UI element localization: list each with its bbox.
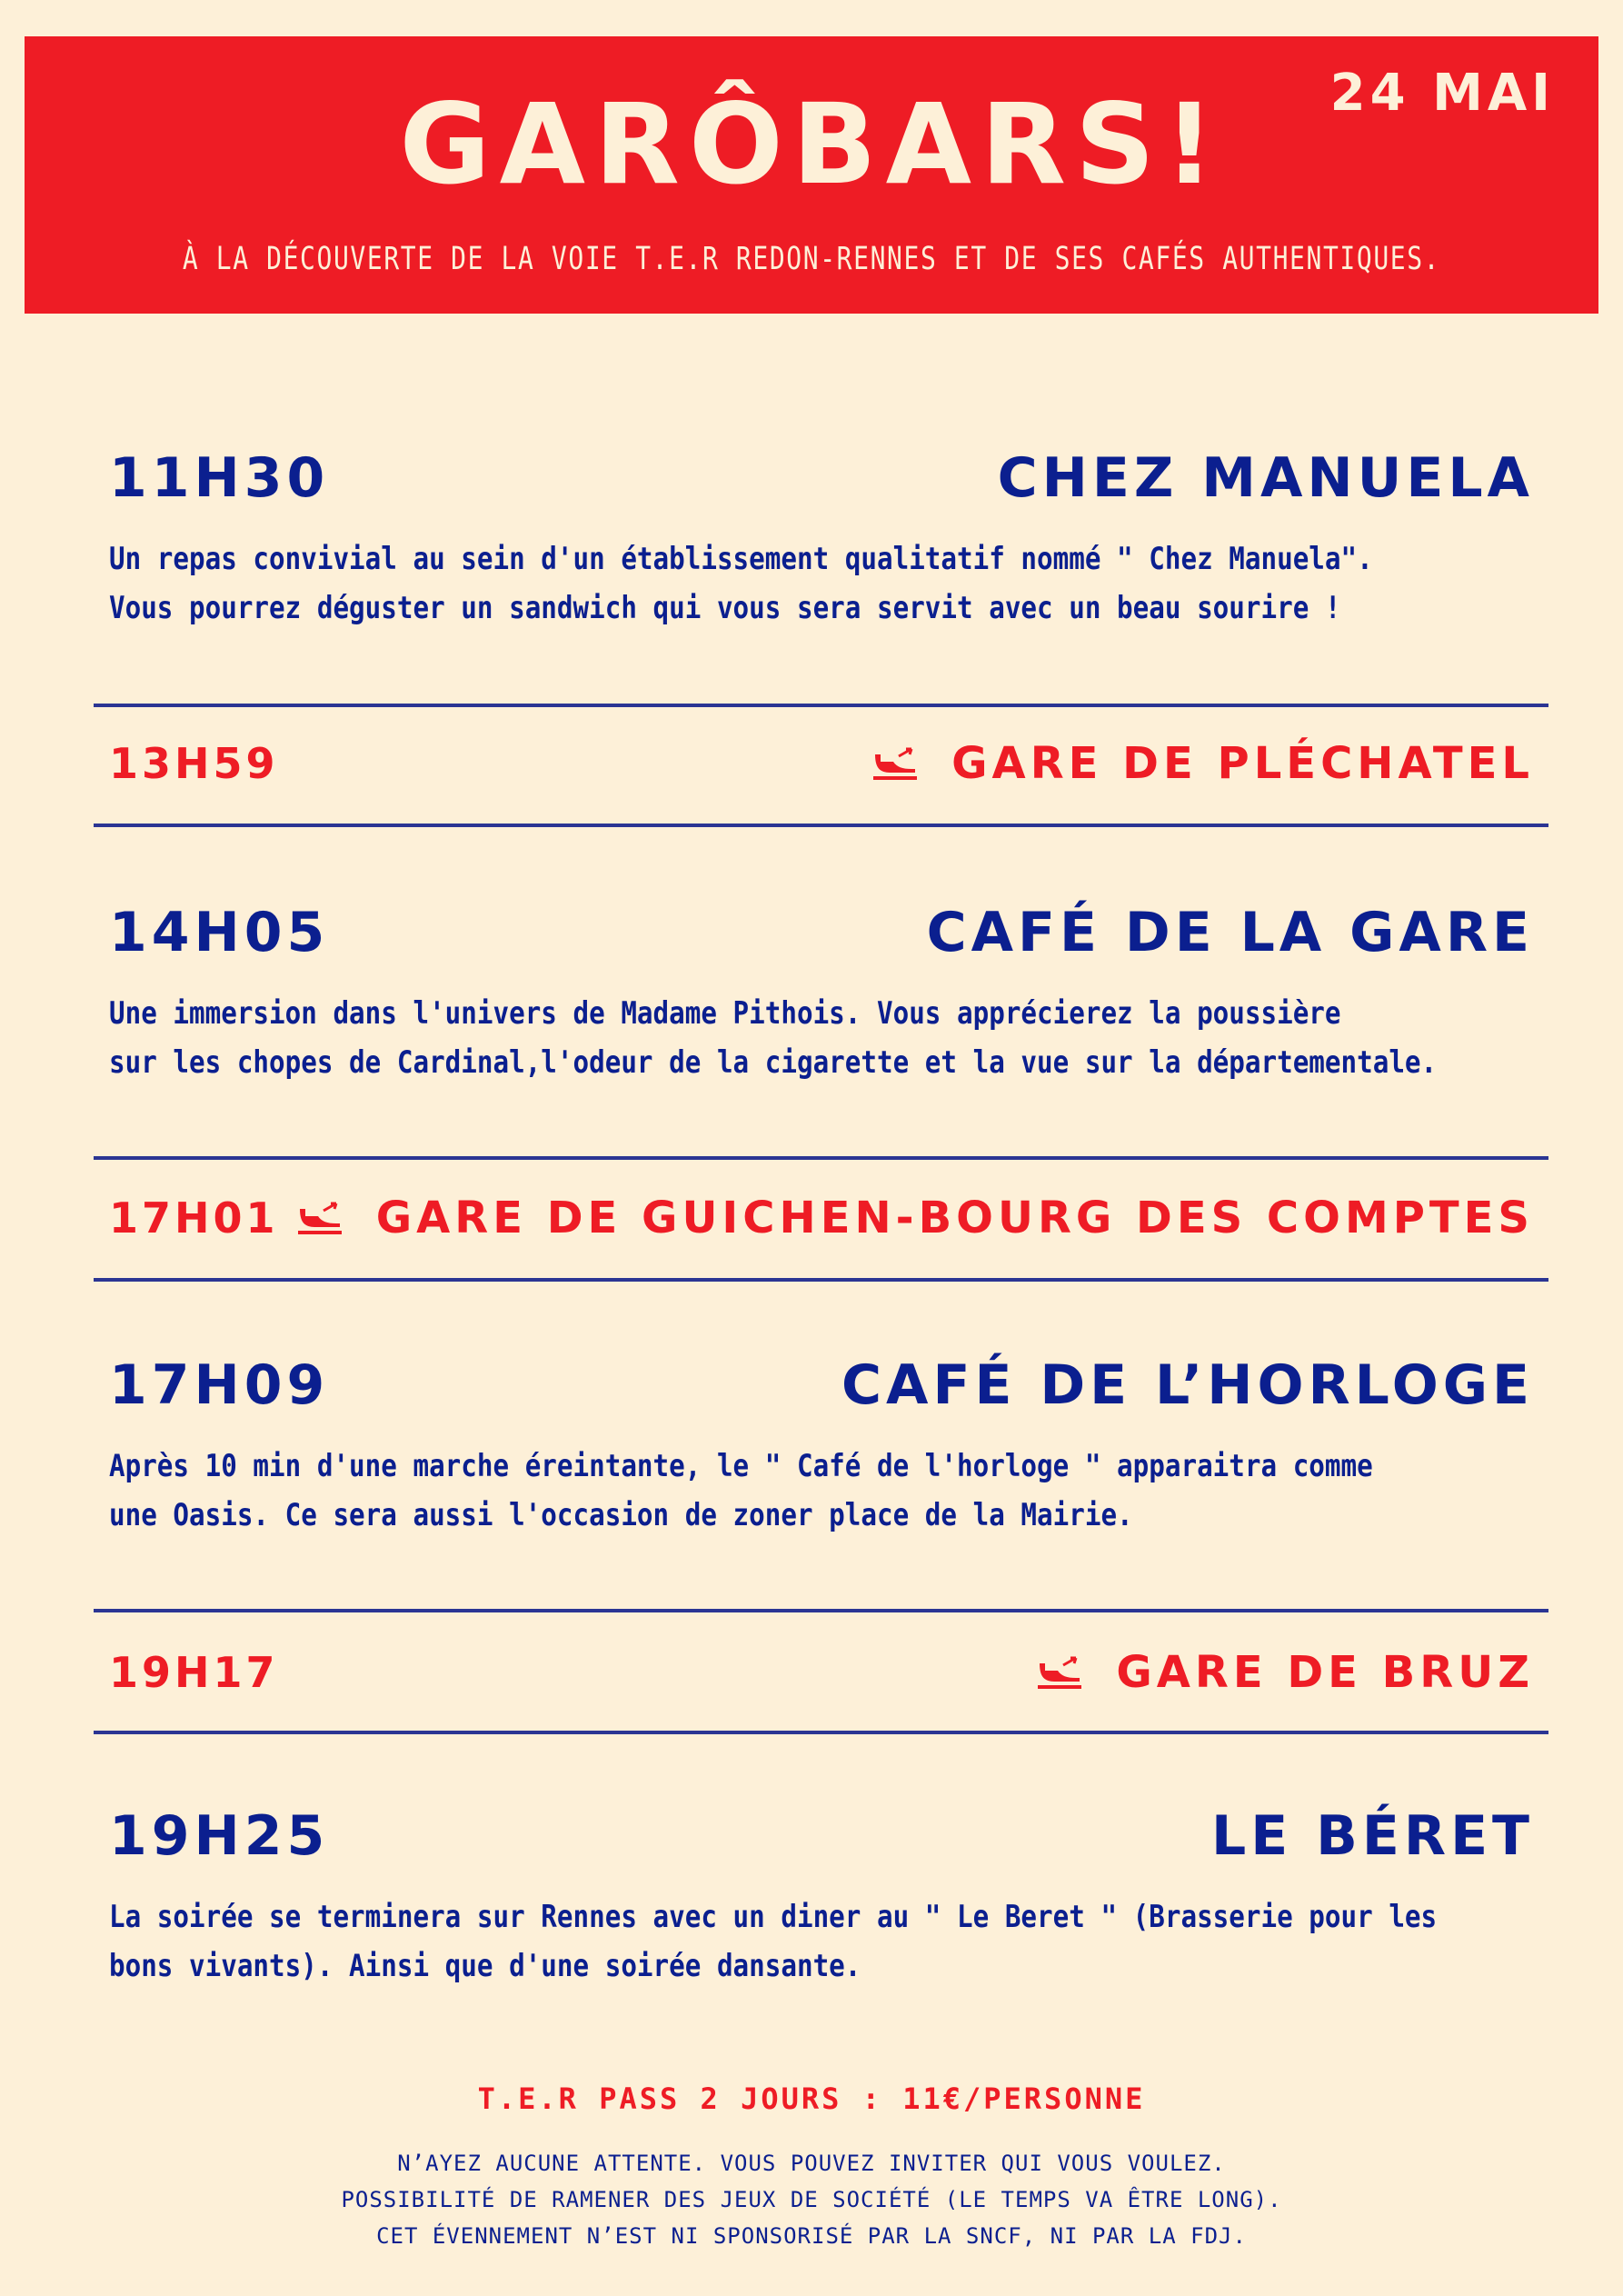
- stop-time: 11H30: [109, 446, 330, 510]
- train-time: 13H59: [109, 739, 279, 788]
- stop-header: [109, 1804, 1534, 1868]
- train-station: GARE DE PLÉCHATEL: [951, 738, 1534, 789]
- stop-time: 14H05: [109, 901, 330, 964]
- stop-name: CAFÉ DE L’HORLOGE: [841, 1353, 1534, 1417]
- divider: [94, 704, 1548, 707]
- stop-description: [109, 534, 1545, 633]
- divider: [94, 824, 1548, 827]
- divider: [94, 1156, 1548, 1160]
- stop-header: [109, 446, 1534, 510]
- stop-header: [109, 1353, 1534, 1417]
- train-icon: [1036, 1652, 1085, 1692]
- description-line: Vous pourrez déguster un sandwich qui vous sera servit avec un beau sourire !: [109, 590, 1341, 626]
- stop-name: CAFÉ DE LA GARE: [926, 901, 1534, 964]
- train-time: 17H01: [109, 1193, 279, 1243]
- stop-description: [109, 989, 1545, 1087]
- description-line: La soirée se terminera sur Rennes avec un diner au " Le Beret " (Brasserie pour les: [109, 1899, 1438, 1935]
- train-icon: [296, 1198, 345, 1238]
- stop-name: LE BÉRET: [1211, 1804, 1534, 1868]
- stop-header: [109, 901, 1534, 964]
- description-line: Une immersion dans l'univers de Madame Pithois. Vous apprécierez la poussière: [109, 995, 1341, 1032]
- train-station: GARE DE BRUZ: [1116, 1647, 1534, 1698]
- train-time: 19H17: [109, 1648, 279, 1697]
- description-line: Un repas convivial au sein d'un établissement qualitatif nommé " Chez Manuela".: [109, 541, 1373, 577]
- event-date: 24 MAI: [1329, 64, 1555, 123]
- stop-time: 19H25: [109, 1804, 330, 1868]
- description-line: bons vivants). Ainsi que d'une soirée dansante.: [109, 1948, 861, 1984]
- page-subtitle: À LA DÉCOUVERTE DE LA VOIE T.E.R REDON-RENNES ET DE SES CAFÉS AUTHENTIQUES.: [182, 241, 1441, 277]
- stop-description: [109, 1892, 1545, 1991]
- stop-name: CHEZ MANUELA: [997, 446, 1534, 510]
- train-row: [109, 738, 1534, 789]
- divider: [94, 1609, 1548, 1612]
- pass-price: T.E.R PASS 2 JOURS : 11€/PERSONNE: [477, 2081, 1146, 2116]
- train-row: [109, 1647, 1534, 1698]
- footer-notes: [0, 2145, 1623, 2254]
- divider: [94, 1278, 1548, 1282]
- page-title: GARÔBARS!: [399, 80, 1224, 209]
- train-icon: [871, 744, 921, 784]
- description-line: Après 10 min d'une marche éreintante, le " Café de l'horloge " apparaitra comme: [109, 1448, 1373, 1484]
- header-banner: [25, 36, 1598, 314]
- footer-note: N’AYEZ AUCUNE ATTENTE. VOUS POUVEZ INVITER QUI VOUS VOULEZ.: [397, 2151, 1226, 2176]
- stop-description: [109, 1442, 1545, 1540]
- description-line: une Oasis. Ce sera aussi l'occasion de zoner place de la Mairie.: [109, 1497, 1133, 1533]
- footer-note: POSSIBILITÉ DE RAMENER DES JEUX DE SOCIÉTÉ (LE TEMPS VA ÊTRE LONG).: [341, 2187, 1282, 2212]
- description-line: sur les chopes de Cardinal,l'odeur de la cigarette et la vue sur la départementale.: [109, 1044, 1438, 1081]
- footer-note: CET ÉVENNEMENT N’EST NI SPONSORISÉ PAR LA SNCF, NI PAR LA FDJ.: [376, 2223, 1247, 2249]
- stop-time: 17H09: [109, 1353, 330, 1417]
- divider: [94, 1731, 1548, 1734]
- train-station: GARE DE GUICHEN-BOURG DES COMPTES: [375, 1193, 1534, 1243]
- train-row: [109, 1193, 1534, 1243]
